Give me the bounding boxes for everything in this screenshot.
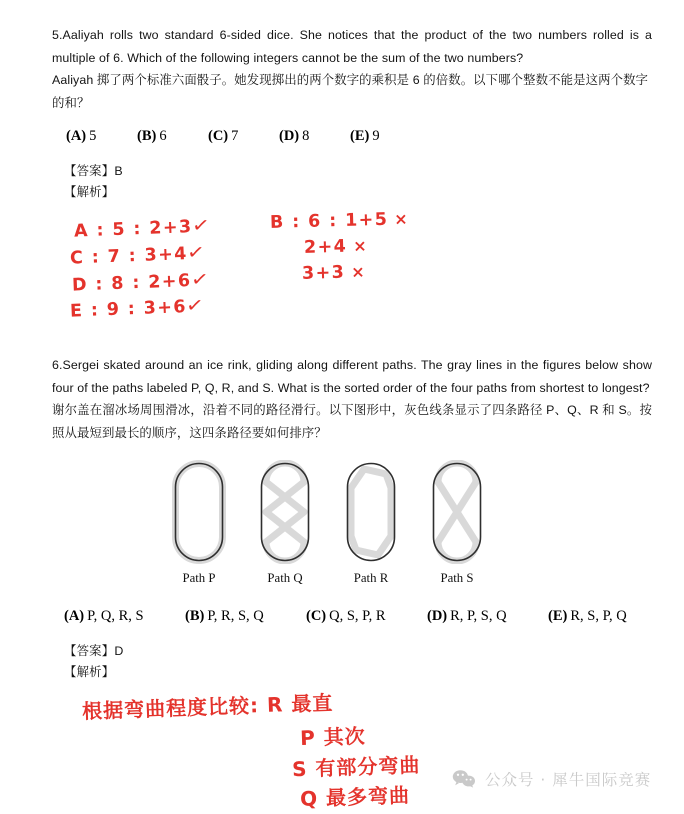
path-s-label: Path S — [440, 571, 474, 585]
handwritten-note-c — [70, 241, 206, 268]
check-icon: ✓ — [189, 267, 211, 292]
handwritten-note-b-3-text: 3+3 — [301, 262, 346, 284]
choice-a-label: (A) — [64, 608, 85, 624]
answer-value: B — [114, 164, 123, 178]
choice-c-value: 7 — [231, 128, 239, 144]
figure-path-p — [172, 460, 226, 586]
handwritten-line-3: S 有部分弯曲 — [291, 752, 421, 782]
question-6-handwriting — [52, 689, 652, 809]
handwritten-note-b-3 — [302, 262, 367, 284]
handwritten-note-e-text: E : 9 : 3+6 — [69, 297, 188, 322]
check-icon: ✓ — [190, 213, 212, 238]
watermark-text: 公众号 · 犀牛国际竞赛 — [485, 771, 652, 789]
handwritten-note-d-text: D : 8 : 2+6 — [71, 271, 192, 296]
question-5-choices — [52, 128, 652, 145]
choice-a-label: (A) — [66, 128, 87, 144]
choice-c-label: (C) — [306, 608, 327, 624]
choice-a[interactable] — [66, 128, 137, 145]
choice-d[interactable] — [427, 608, 548, 625]
choice-d-label: (D) — [279, 128, 300, 144]
figure-path-s — [430, 460, 484, 586]
choice-b[interactable] — [185, 608, 306, 625]
choice-d-value: R, P, S, Q — [450, 608, 507, 624]
choice-e-label: (E) — [350, 128, 370, 144]
check-icon: ✓ — [184, 293, 207, 318]
answer-label: 【答案】 — [64, 644, 115, 658]
handwritten-note-b-1-text: B : 6 : 1+5 — [269, 209, 389, 233]
answer-label: 【答案】 — [64, 164, 115, 178]
choice-d[interactable] — [279, 128, 350, 145]
handwritten-note-a-text: A : 5 : 2+3 — [73, 217, 193, 242]
cross-icon: × — [350, 262, 367, 282]
handwritten-line-1: 根据弯曲程度比较: R 最直 — [81, 690, 334, 724]
handwritten-note-a — [74, 214, 211, 241]
answer-value: D — [114, 644, 124, 658]
choice-e-value: 9 — [372, 128, 380, 144]
question-5-stem-en: 5.Aaliyah rolls two standard 6-sided dice. She notices that the product of the two numbers rolled is a multiple of 6. Which of the following integers cannot be the sum of the two numbers? — [52, 28, 652, 65]
choice-a-value: 5 — [89, 128, 97, 144]
choice-b-value: 6 — [159, 128, 167, 144]
choice-c[interactable] — [208, 128, 279, 145]
choice-d-label: (D) — [427, 608, 448, 624]
choice-b-label: (B) — [137, 128, 157, 144]
handwritten-note-e — [70, 294, 205, 321]
choice-e-value: R, S, P, Q — [570, 608, 627, 624]
choice-c-label: (C) — [208, 128, 229, 144]
choice-e[interactable] — [548, 608, 627, 625]
path-s-diagram — [430, 460, 484, 564]
cross-icon: × — [394, 209, 410, 229]
watermark — [452, 768, 651, 790]
path-p-label: Path P — [182, 571, 216, 585]
path-r-label: Path R — [353, 571, 389, 585]
choice-a-value: P, Q, R, S — [87, 608, 144, 624]
question-5-stem-zh: Aaliyah 掷了两个标准六面骰子。她发现掷出的两个数字的乘积是 6 的倍数。以下哪个整数不能是这两个数字的和？ — [52, 73, 649, 110]
question-6-answer — [52, 641, 652, 662]
question-5-handwriting — [52, 211, 652, 336]
question-5-answer — [52, 161, 652, 182]
question-6-solution-label — [52, 662, 652, 683]
question-6 — [52, 354, 652, 809]
choice-b-label: (B) — [185, 608, 205, 624]
handwritten-note-b-2-text: 2+4 — [303, 236, 348, 258]
question-6-stem-en: 6.Sergei skated around an ice rink, gliding along different paths. The gray lines in the figures below show four of the paths labeled P, Q, R, and S. What is the sorted order of the four paths from shortest to longest? — [52, 358, 652, 395]
question-6-choices — [52, 608, 652, 625]
check-icon: ✓ — [185, 240, 208, 265]
handwritten-line-4: Q 最多弯曲 — [299, 783, 411, 811]
question-5-solution-label — [52, 182, 652, 203]
choice-d-value: 8 — [302, 128, 310, 144]
question-6-figures — [52, 460, 652, 586]
page-content — [52, 24, 652, 809]
handwritten-line-2: P 其次 — [299, 723, 367, 751]
question-5 — [52, 24, 652, 336]
solution-label: 【解析】 — [64, 665, 115, 679]
question-6-stem-zh: 谢尔盖在溜冰场周围滑冰，沿着不同的路径滑行。以下图形中，灰色线条显示了四条路径 P、Q、R 和 S。按照从最短到最长的顺序，这四条路径要如何排序？ — [52, 403, 652, 440]
wechat-icon — [452, 769, 476, 789]
handwritten-note-d — [72, 268, 210, 295]
choice-e[interactable] — [350, 128, 380, 145]
path-q-label: Path Q — [267, 571, 303, 585]
choice-c-value: Q, S, P, R — [329, 608, 386, 624]
path-r-diagram — [344, 460, 398, 564]
choice-a[interactable] — [64, 608, 185, 625]
choice-b-value: P, R, S, Q — [207, 608, 264, 624]
solution-label: 【解析】 — [64, 185, 115, 199]
handwritten-note-b-2 — [304, 236, 369, 258]
figure-path-r — [344, 460, 398, 586]
handwritten-note-b-1 — [270, 209, 410, 233]
choice-e-label: (E) — [548, 608, 568, 624]
path-p-diagram — [172, 460, 226, 564]
choice-b[interactable] — [137, 128, 208, 145]
figure-path-q — [258, 460, 312, 586]
path-q-diagram — [258, 460, 312, 564]
choice-c[interactable] — [306, 608, 427, 625]
handwritten-note-c-text: C : 7 : 3+4 — [69, 244, 189, 269]
cross-icon: × — [352, 236, 369, 256]
